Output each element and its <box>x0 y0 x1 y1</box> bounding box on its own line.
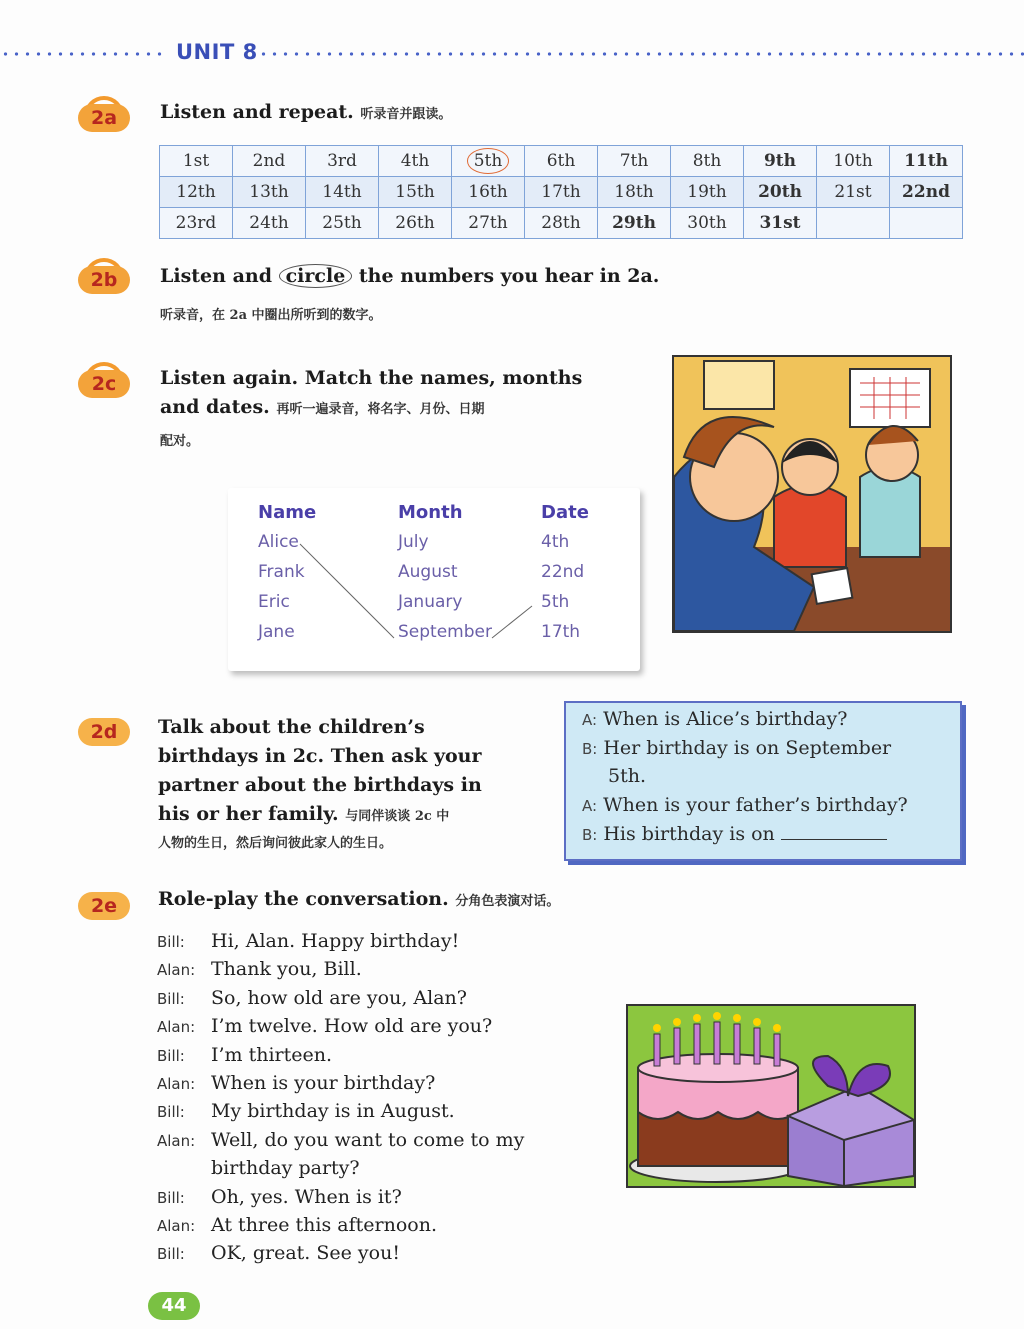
ordinal-cell: 28th <box>525 208 598 239</box>
circled-ordinal: 5th <box>467 148 510 174</box>
speaker-name: Alan: <box>157 961 196 980</box>
ordinal-cell: 18th <box>598 177 671 208</box>
ordinal-cell: 4th <box>379 146 452 177</box>
name-item: Jane <box>258 622 295 642</box>
ordinal-cell: 10th <box>817 146 890 177</box>
date-column <box>541 502 589 652</box>
birthday-cake-illustration <box>626 1004 916 1188</box>
title-2d-line1: Talk about the children’s <box>158 716 425 738</box>
ordinal-cell: 6th <box>525 146 598 177</box>
speaker-name: Bill: <box>157 933 185 951</box>
ordinal-cell: 26th <box>379 208 452 239</box>
dialog-line: A: When is Alice’s birthday? <box>582 708 848 730</box>
ordinal-cell: 13th <box>233 177 306 208</box>
ordinal-cell: 24th <box>233 208 306 239</box>
ordinal-row <box>160 177 963 208</box>
ordinal-row <box>160 208 963 239</box>
dialog-line: 5th. <box>608 765 646 787</box>
speaker-name: Alan: <box>157 1131 196 1150</box>
title-2d-cn-line2: 人物的生日，然后询问彼此家人的生日。 <box>158 836 393 851</box>
ordinal-row <box>160 146 963 177</box>
speaker-name: Alan: <box>157 1217 196 1235</box>
line-text: At three this afternoon. <box>211 1214 437 1236</box>
date-item: 4th <box>541 532 570 552</box>
title-2b: Listen and circle the numbers you hear in 2a. <box>160 265 660 287</box>
circled-word: circle <box>279 264 353 288</box>
date-item: 5th <box>541 592 570 612</box>
speaker-name: Bill: <box>157 1046 185 1065</box>
ordinal-cell: 27th <box>452 208 525 239</box>
title-2c-line1: Listen again. Match the names, months <box>160 367 583 389</box>
name-header: Name <box>258 502 317 523</box>
ordinal-cell: 25th <box>306 208 379 239</box>
line-text: I’m twelve. How old are you? <box>211 1015 493 1038</box>
conversation-line <box>157 1072 435 1094</box>
ordinal-cell <box>452 146 525 177</box>
speaker-name: Bill: <box>157 1103 185 1122</box>
line-text: OK, great. See you! <box>211 1242 400 1265</box>
name-column <box>258 502 316 652</box>
ordinal-cell: 17th <box>525 177 598 208</box>
conversation-line <box>157 1157 360 1179</box>
conversation-line <box>157 1186 402 1208</box>
line-text: Thank you, Bill. <box>211 958 362 981</box>
name-item: Frank <box>258 562 305 582</box>
conversation-line <box>157 1214 437 1236</box>
conversation-line <box>157 1044 332 1066</box>
ordinal-cell: 9th <box>744 146 817 177</box>
badge-2e: 2e <box>78 884 130 920</box>
title-2e: Role-play the conversation. 分角色表演对话。 <box>158 888 560 910</box>
ordinal-cell: 7th <box>598 146 671 177</box>
dialog-line: A: When is your father’s birthday? <box>582 794 908 816</box>
conversation-line <box>157 1129 524 1151</box>
ordinal-cell: 3rd <box>306 146 379 177</box>
conversation-line <box>157 1242 400 1264</box>
conversation-line <box>157 987 467 1009</box>
ordinal-cell <box>890 208 963 239</box>
line-text: I’m thirteen. <box>211 1043 333 1066</box>
speaker-name: Bill: <box>157 1188 185 1207</box>
date-item: 22nd <box>541 562 585 582</box>
ordinal-cell: 22nd <box>890 177 963 208</box>
title-2b-cn: 听录音，在 2a 中圈出所听到的数字。 <box>160 308 382 323</box>
speaker-name: Bill: <box>157 989 185 1008</box>
ordinal-cell: 31st <box>744 208 817 239</box>
match-box <box>228 488 640 671</box>
ordinal-cell: 11th <box>890 146 963 177</box>
dialog-line: B: Her birthday is on September <box>582 737 892 759</box>
title-2d-line3: partner about the birthdays in <box>158 774 482 796</box>
conversation-line <box>157 958 362 980</box>
unit-label: UNIT 8 <box>176 40 258 64</box>
ordinal-cell <box>817 208 890 239</box>
line-text: birthday party? <box>211 1157 360 1180</box>
line-text: So, how old are you, Alan? <box>211 986 467 1009</box>
ordinal-cell: 20th <box>744 177 817 208</box>
month-item: August <box>398 562 458 582</box>
example-dialog-box <box>564 701 962 861</box>
ordinal-table <box>159 145 963 239</box>
ordinal-cell: 23rd <box>160 208 233 239</box>
title-2c-cn-line2: 配对。 <box>160 434 200 449</box>
ordinal-cell: 14th <box>306 177 379 208</box>
date-item: 17th <box>541 622 581 642</box>
speaker-name: Bill: <box>157 1245 185 1264</box>
date-header: Date <box>541 502 589 523</box>
header-dots-left <box>0 52 168 56</box>
badge-2d: 2d <box>78 710 130 746</box>
speaker-name: Alan: <box>157 1075 196 1093</box>
conversation-line <box>157 1015 492 1037</box>
ordinal-cell: 29th <box>598 208 671 239</box>
ordinal-cell: 12th <box>160 177 233 208</box>
title-2a: Listen and repeat. 听录音并跟读。 <box>160 101 452 123</box>
badge-2c: 2c <box>78 362 130 398</box>
line-text: My birthday is in August. <box>211 1100 455 1123</box>
name-item: Eric <box>258 592 290 612</box>
ordinal-cell: 1st <box>160 146 233 177</box>
line-text: Hi, Alan. Happy birthday! <box>211 930 460 952</box>
ordinal-cell: 15th <box>379 177 452 208</box>
month-item: January <box>398 592 463 612</box>
dialog-line: B: His birthday is on <box>582 823 887 845</box>
ordinal-cell: 19th <box>671 177 744 208</box>
month-column <box>398 502 492 652</box>
page-number: 44 <box>148 1292 200 1320</box>
classroom-illustration <box>672 355 952 633</box>
conversation-line <box>157 1100 455 1122</box>
ordinal-cell: 16th <box>452 177 525 208</box>
ordinal-cell: 8th <box>671 146 744 177</box>
title-2d-line4: his or her family. 与同伴谈谈 2c 中 <box>158 803 450 825</box>
line-text: Well, do you want to come to my <box>211 1128 525 1151</box>
conversation-line <box>157 930 459 952</box>
line-text: Oh, yes. When is it? <box>211 1185 402 1208</box>
answer-blank <box>781 839 887 840</box>
line-text: When is your birthday? <box>211 1072 436 1094</box>
month-item: July <box>398 532 429 552</box>
ordinal-cell: 21st <box>817 177 890 208</box>
name-item: Alice <box>258 532 299 552</box>
ordinal-cell: 2nd <box>233 146 306 177</box>
month-item: September <box>398 622 492 642</box>
badge-2a: 2a <box>78 96 130 132</box>
speaker-name: Alan: <box>157 1018 196 1037</box>
badge-2b: 2b <box>78 258 130 294</box>
ordinal-cell: 30th <box>671 208 744 239</box>
month-header: Month <box>398 502 463 523</box>
title-2d-line2: birthdays in 2c. Then ask your <box>158 745 482 767</box>
title-2c-line2: and dates. 再听一遍录音，将名字、月份、日期 <box>160 396 485 418</box>
header-dots-right <box>258 52 1024 56</box>
